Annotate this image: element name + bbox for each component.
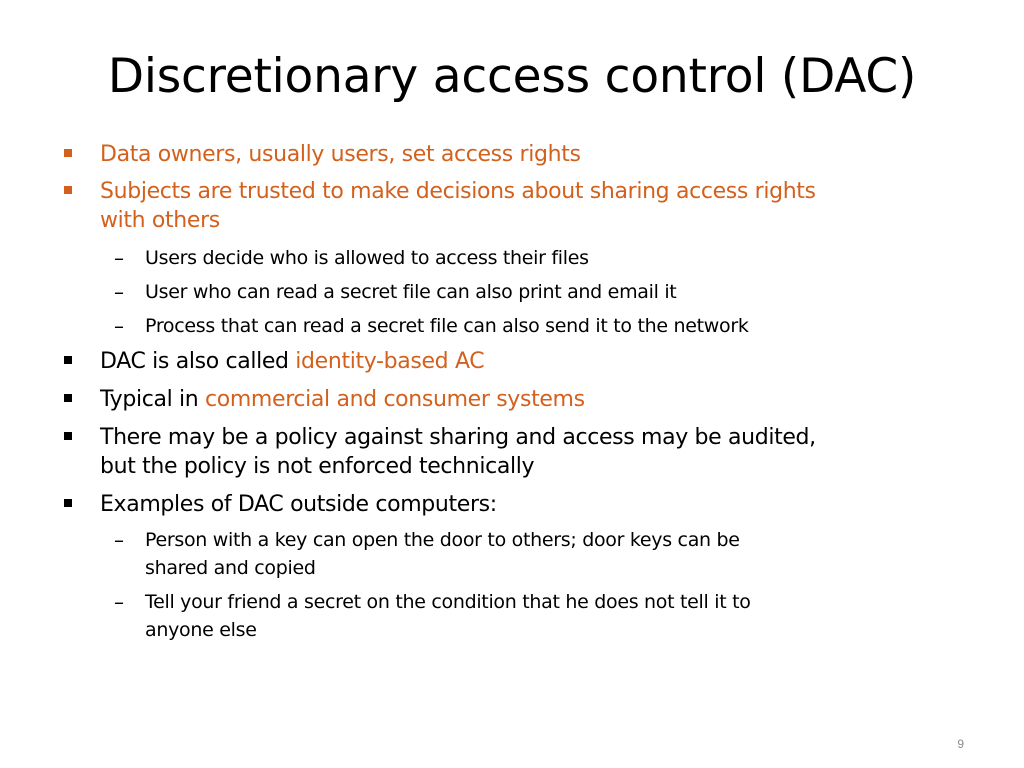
bullet-text-line-1: Subjects are trusted to make decisions about sharing access rights (100, 179, 816, 204)
dash-bullet-icon: – (114, 280, 124, 304)
bullet-text-prefix: DAC is also called (100, 349, 296, 374)
page-number: 9 (957, 737, 964, 751)
bullet-text-line-2: with others (100, 208, 220, 233)
square-bullet-icon (64, 432, 72, 440)
square-bullet-icon (64, 356, 72, 364)
slide-title: Discretionary access control (DAC) (107, 49, 917, 104)
bullet-text (100, 385, 585, 415)
sub-bullet-text: User who can read a secret file can also print and email it (145, 281, 677, 303)
bullet-text: Examples of DAC outside computers: (100, 492, 497, 517)
sub-bullet-text-line-2: anyone else (145, 619, 257, 641)
square-bullet-icon (64, 394, 72, 402)
sub-bullet-text-line-2: shared and copied (145, 557, 316, 579)
sub-bullet-text-line-1: Tell your friend a secret on the condition that he does not tell it to (145, 591, 751, 613)
dash-bullet-icon: – (114, 528, 124, 552)
sub-bullet-text: Process that can read a secret file can also send it to the network (145, 315, 749, 337)
sub-bullet-text-line-1: Person with a key can open the door to others; door keys can be (145, 529, 740, 551)
square-bullet-icon (64, 499, 72, 507)
bullet-text-highlight: commercial and consumer systems (205, 387, 585, 412)
sub-bullet-text: Users decide who is allowed to access their files (145, 247, 589, 269)
bullet-text (100, 347, 484, 377)
bullet-text: Data owners, usually users, set access rights (100, 142, 581, 167)
dash-bullet-icon: – (114, 246, 124, 270)
dash-bullet-icon: – (114, 590, 124, 614)
square-bullet-icon (64, 186, 72, 194)
bullet-text-prefix: Typical in (100, 387, 205, 412)
bullet-text-line-1: There may be a policy against sharing and access may be audited, (100, 425, 816, 450)
bullet-text-line-2: but the policy is not enforced technically (100, 454, 535, 479)
square-bullet-icon (64, 149, 72, 157)
dash-bullet-icon: – (114, 314, 124, 338)
bullet-text-highlight: identity-based AC (295, 349, 485, 374)
